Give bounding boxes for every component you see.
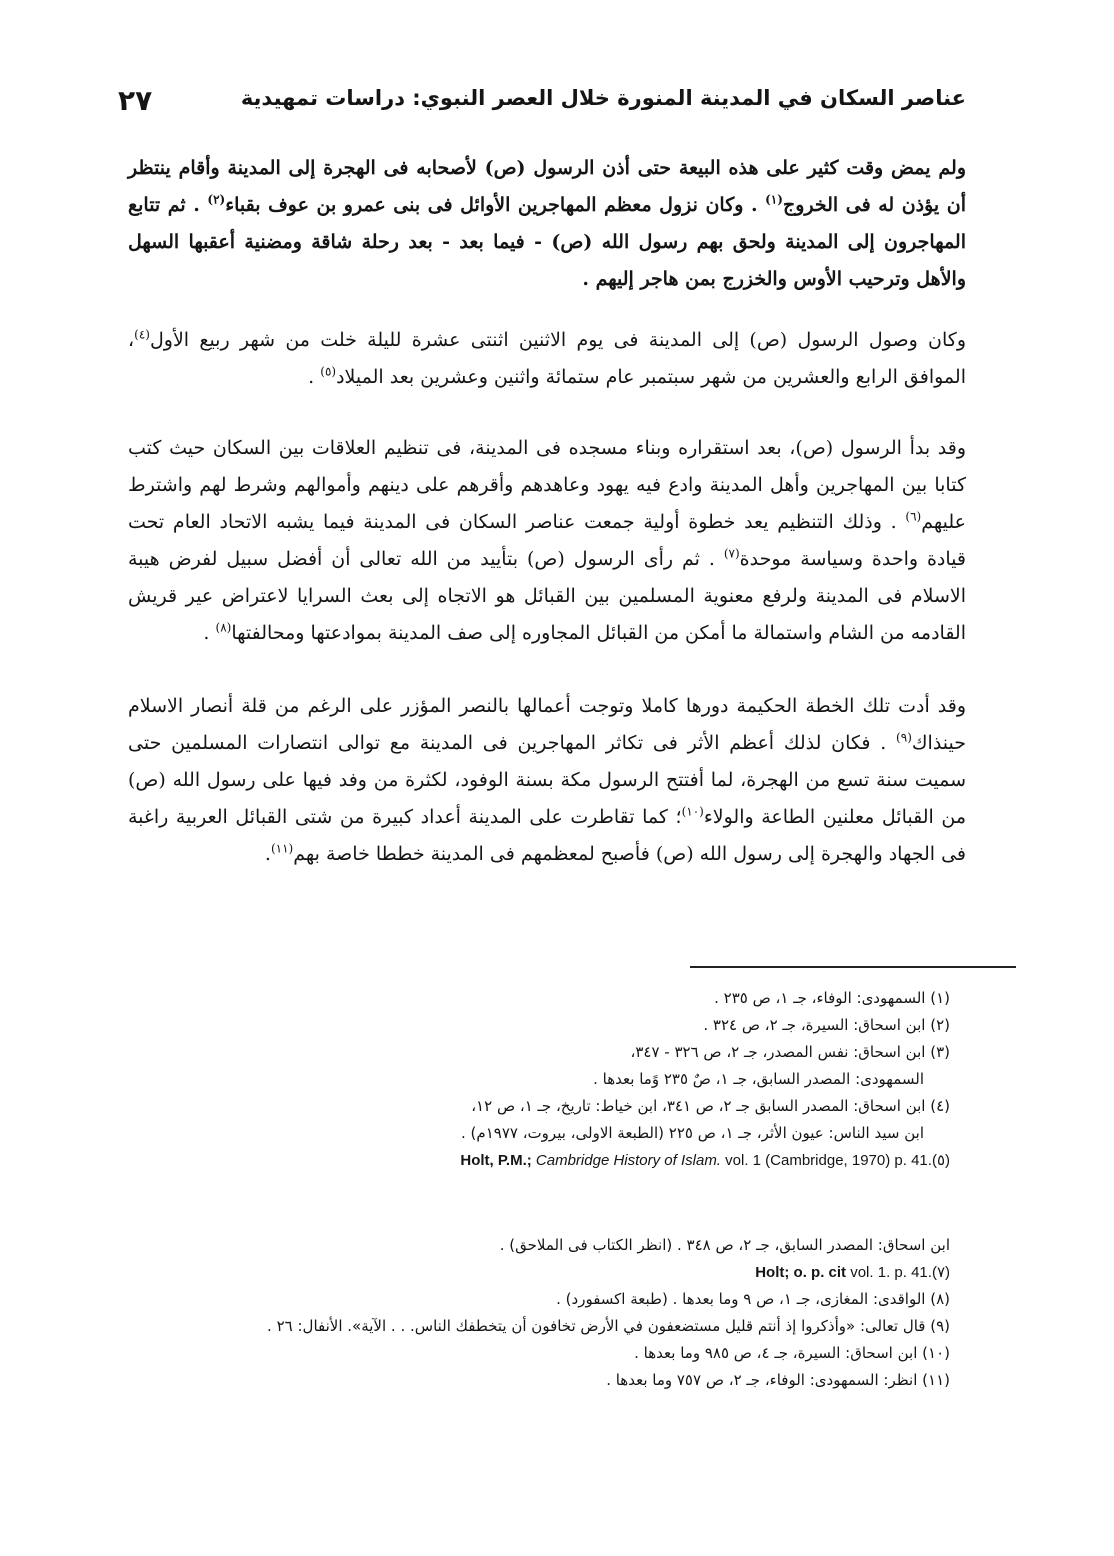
footnotes-block bbox=[130, 985, 950, 1174]
footnote-7 bbox=[150, 1259, 950, 1286]
footnote-8: (٨) الواقدى: المغازى، جـ ١، ص ٩ وما بعدها . (طبعة اكسفورد) . bbox=[556, 1290, 950, 1308]
paragraph-text: ؛ كما تقاطرت على المدينة أعداد كبيرة من شتى القبائل العربية راغبة فى الجهاد والهجرة إلى رسول الله (ص) فأصبح لمعظمهم فى المدينة خططا خاصة بهم bbox=[128, 806, 966, 865]
paragraph-text: وقد أدت تلك الخطة الحكيمة دورها كاملا وتوجت أعمالها بالنصر المؤزر على الرغم من قلة أنصار الاسلام حينذاك bbox=[128, 695, 966, 754]
paragraph-text: ولم يمض وقت كثير على هذه البيعة حتى أذن الرسول (ص) لأصحابه فى الهجرة إلى المدينة وأقام ينتظر أن يؤذن له فى الخروج bbox=[128, 157, 966, 216]
footnote-7-author: Holt; o. p. cit bbox=[755, 1264, 847, 1281]
footnote-ref: (٤) bbox=[134, 327, 150, 342]
footnote-11: (١١) انظر: السمهودى: الوفاء، جـ ٢، ص ٧٥٧ وما بعدها . bbox=[606, 1371, 950, 1389]
footnote-ref: (٨) bbox=[215, 620, 232, 635]
footnote-5-details: vol. 1 (Cambridge, 1970) p. 41. bbox=[720, 1152, 932, 1169]
paragraph-text: وكان وصول الرسول (ص) إلى المدينة فى يوم الاثنين اثنتى عشرة لليلة خلت من شهر ربيع الأول bbox=[149, 329, 966, 351]
footnote-3: (٣) ابن اسحاق: نفس المصدر، جـ ٢، ص ٣٢٦ - ٣٤٧، bbox=[630, 1043, 950, 1061]
footnote-2: (٢) ابن اسحاق: السيرة، جـ ٢، ص ٣٢٤ . bbox=[703, 1016, 950, 1034]
footnote-5-author: Holt, P.M.; bbox=[460, 1152, 532, 1169]
footnote-7-number: (٧) bbox=[931, 1264, 950, 1281]
footnote-7-details: vol. 1. p. 41. bbox=[846, 1264, 932, 1281]
paragraph-text: . فكان لذلك أعظم الأثر فى تكاثر المهاجرين فى المدينة مع توالى انتصارات المسلمين حتى سميت سنة تسع من الهجرة، لما أفتتح الرسول مكة بسنة الوفود، لكثرة من وفد فيها على رسول الله (ص) من القبائل معلنين الطاعة والولاء bbox=[128, 732, 966, 828]
paragraph-text: . وذلك التنظيم يعد خطوة أولية جمعت عناصر السكان فى المدينة فيما يشبه الاتحاد العام تحت قيادة واحدة وسياسة موحدة bbox=[128, 511, 966, 570]
footnote-ref: (٦) bbox=[905, 509, 922, 524]
footnote-3-continued: السمهودى: المصدر السابق، جـ ١، صٌ ٢٣٥ وًما بعدها . bbox=[593, 1070, 924, 1088]
paragraph-2 bbox=[128, 322, 966, 396]
footnote-5-number: (٥) bbox=[931, 1152, 950, 1169]
running-title: عناصر السكان في المدينة المنورة خلال العصر النبوي: دراسات تمهيدية bbox=[240, 86, 966, 110]
footnote-ref: (٥) bbox=[320, 364, 337, 379]
page-header bbox=[118, 84, 966, 124]
footnote-4: (٤) ابن اسحاق: المصدر السابق جـ ٢، ص ٣٤١، ابن خياط: تاريخ، جـ ١، ص ١٢، bbox=[471, 1097, 950, 1115]
footnote-10: (١٠) ابن اسحاق: السيرة، جـ ٤، ص ٩٨٥ وما بعدها . bbox=[634, 1344, 950, 1362]
paragraph-text: . ثم تتابع المهاجرون إلى المدينة ولحق بهم رسول الله (ص) - فيما بعد - بعد رحلة شاقة ومضنية أعقبها السهل والأهل وترحيب الأوس والخزرج بمن هاجر إليهم . bbox=[128, 194, 966, 290]
footnote-1: (١) السمهودى: الوفاء، جـ ١، ص ٢٣٥ . bbox=[714, 989, 950, 1007]
paragraph-3 bbox=[128, 430, 966, 652]
footnote-4-continued: ابن سيد الناس: عيون الأثر، جـ ١، ص ٢٢٥ (الطبعة الاولى، بيروت، ١٩٧٧م) . bbox=[461, 1124, 924, 1142]
paragraph-text: . وكان نزول معظم المهاجرين الأوائل فى بنى عمرو بن عوف بقباء bbox=[225, 194, 766, 216]
paragraph-text: . bbox=[264, 843, 271, 865]
footnote-ref: (٢) bbox=[207, 192, 226, 207]
paragraph-1 bbox=[128, 150, 966, 298]
paragraph-text: . bbox=[203, 622, 216, 644]
footnote-5-title: Cambridge History of Islam. bbox=[535, 1152, 721, 1169]
paragraph-text: ، الموافق الرابع والعشرين من شهر سبتمبر عام ستمائة واثنين وعشرين بعد الميلاد bbox=[128, 329, 966, 388]
footnote-5 bbox=[130, 1147, 950, 1174]
footnote-divider bbox=[690, 966, 1016, 968]
page-number: ٢٧ bbox=[118, 84, 153, 117]
footnote-ref: (١٠) bbox=[681, 804, 704, 819]
footnotes-block-continued bbox=[150, 1232, 950, 1394]
footnote-6: ابن اسحاق: المصدر السابق، جـ ٢، ص ٣٤٨ . (انظر الكتاب فى الملاحق) . bbox=[499, 1236, 950, 1254]
footnote-ref: (٧) bbox=[723, 546, 740, 561]
footnote-ref: (١) bbox=[765, 192, 783, 207]
footnote-9: (٩) قال تعالى: «وأذكروا إذ أنتم قليل مستضعفون في الأرض تخافون أن يتخطفك الناس. . . الآية». الأنفال: ٢٦ . bbox=[267, 1317, 950, 1335]
footnote-ref: (٩) bbox=[896, 730, 912, 745]
paragraph-text: . bbox=[308, 366, 321, 388]
paragraph-text: وقد بدأ الرسول (ص)، بعد استقراره وبناء مسجده فى المدينة، فى تنظيم العلاقات بين السكان حيث كتب كتابا بين المهاجرين وأهل المدينة وادع فيه يهود وعاهدهم وأقرهم على دينهم وأموالهم وشرط لهم واشترط عليهم bbox=[128, 437, 966, 533]
body-text bbox=[128, 150, 966, 873]
paragraph-text: . ثم رأى الرسول (ص) بتأييد من الله تعالى أن أفضل سبيل لفرض هيبة الاسلام فى المدينة ولرفع معنوية المسلمين بين القبائل هو الاتجاه إلى بعث السرايا لاعتراض عير قريش القادمه من الشام واستمالة ما أمكن من القبائل المجاوره إلى صف المدينة بموادعتها ومحالفتها bbox=[128, 548, 966, 644]
footnote-ref: (١١) bbox=[270, 841, 294, 856]
paragraph-4 bbox=[128, 688, 966, 873]
